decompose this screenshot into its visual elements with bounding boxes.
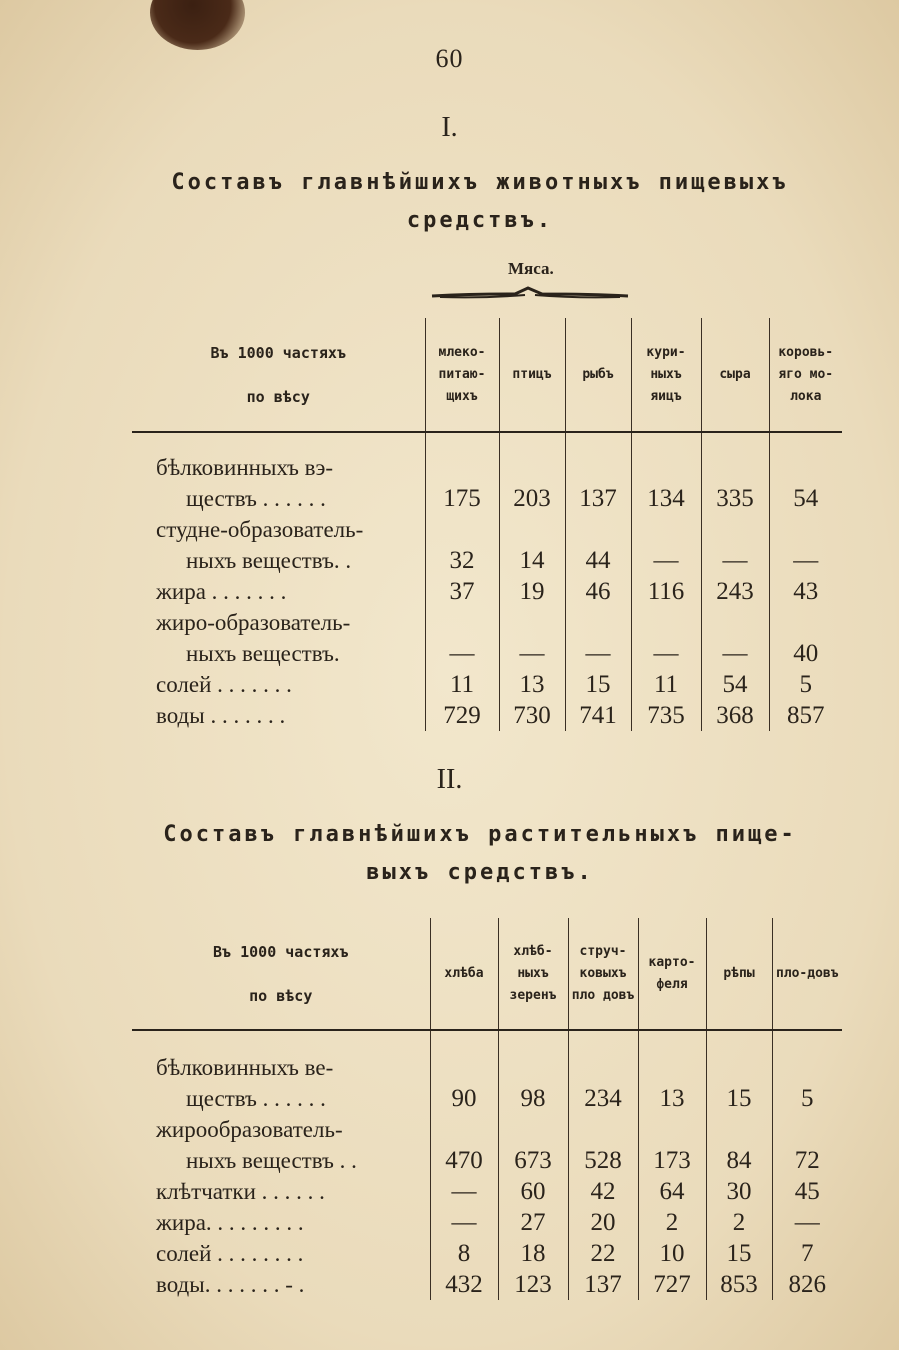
table-cell: 2 — [638, 1207, 706, 1238]
table-cell: 27 — [498, 1207, 568, 1238]
row-label: воды. . . . . . . - . — [156, 1272, 305, 1297]
column-header: рыбъ — [565, 318, 631, 432]
section-2-title-line-1: Составъ главнѣйшихъ растительныхъ пищe- — [163, 822, 797, 847]
table-cell: 243 — [701, 576, 769, 607]
table-cell: 11 — [425, 669, 499, 700]
table-row — [132, 1269, 842, 1300]
column-header: рѣпы — [706, 918, 772, 1030]
table-cell: 5 — [772, 1083, 842, 1114]
section-1-title-line-1: Составъ главнѣйшихъ животныхъ пищевыхъ — [171, 170, 789, 195]
section-2-title-line-2: выхъ средствъ. — [366, 860, 594, 885]
row-header-line-2: по вѣсу — [246, 387, 310, 406]
table-cell: 853 — [706, 1269, 772, 1300]
table-cell: 173 — [638, 1145, 706, 1176]
table-cell: — — [701, 545, 769, 576]
column-header: струч-ковыхъ пло довъ — [568, 918, 638, 1030]
table-row — [132, 669, 842, 700]
table-row — [132, 452, 842, 483]
ink-stain — [150, 0, 245, 50]
table-row — [132, 545, 842, 576]
table-cell: 673 — [498, 1145, 568, 1176]
animal-foods-table — [132, 318, 842, 731]
column-header: хлѣб-ныхъ зеренъ — [498, 918, 568, 1030]
table-cell: — — [430, 1207, 498, 1238]
table-cell: 8 — [430, 1238, 498, 1269]
table-cell: 335 — [701, 483, 769, 514]
table-cell: 30 — [706, 1176, 772, 1207]
table-cell: 98 — [498, 1083, 568, 1114]
table-row — [132, 607, 842, 638]
table-cell: — — [499, 638, 565, 669]
row-label: бѣлковинныхъ ве- — [156, 1055, 334, 1080]
row-header-line-2: по вѣсу — [249, 986, 313, 1005]
row-label: солей . . . . . . . . — [156, 1241, 304, 1266]
row-header — [132, 918, 430, 1030]
row-label: ныхъ веществъ. . — [186, 548, 352, 573]
table-cell: 11 — [631, 669, 701, 700]
table-cell: 19 — [499, 576, 565, 607]
table-cell: — — [769, 545, 842, 576]
table-cell: 368 — [701, 700, 769, 731]
meat-group-header: Мяса. — [508, 259, 554, 278]
page-number: 60 — [435, 44, 464, 73]
table-cell: 60 — [498, 1176, 568, 1207]
column-header: птицъ — [499, 318, 565, 432]
table-cell: 42 — [568, 1176, 638, 1207]
table-cell: 13 — [638, 1083, 706, 1114]
table-row — [132, 1238, 842, 1269]
table-cell: 15 — [706, 1238, 772, 1269]
table-cell: 7 — [772, 1238, 842, 1269]
row-label: ществъ . . . . . . — [186, 1086, 326, 1111]
table-cell: 234 — [568, 1083, 638, 1114]
table-cell: — — [565, 638, 631, 669]
table-header-row — [132, 318, 842, 432]
table-cell: 730 — [499, 700, 565, 731]
table-cell: — — [631, 638, 701, 669]
table-cell: 14 — [499, 545, 565, 576]
column-header: коровь-яго мо-лока — [769, 318, 842, 432]
table-cell: 826 — [772, 1269, 842, 1300]
table-row — [132, 1114, 842, 1145]
table-row — [132, 1145, 842, 1176]
meat-group-brace — [430, 284, 630, 304]
table-cell: 54 — [769, 483, 842, 514]
section-2-numeral: II. — [436, 764, 463, 795]
table-row — [132, 1176, 842, 1207]
table-cell: 54 — [701, 669, 769, 700]
table-row — [132, 1052, 842, 1083]
row-header — [132, 318, 425, 432]
column-header: хлѣба — [430, 918, 498, 1030]
table-cell: — — [772, 1207, 842, 1238]
column-header: кури-ныхъ яицъ — [631, 318, 701, 432]
table-row — [132, 576, 842, 607]
row-label: солей . . . . . . . — [156, 672, 292, 697]
table-cell: 37 — [425, 576, 499, 607]
row-label: ныхъ веществъ . . — [186, 1148, 357, 1173]
table-row — [132, 638, 842, 669]
table-cell: 15 — [706, 1083, 772, 1114]
row-label: воды . . . . . . . — [156, 703, 286, 728]
table-cell: 735 — [631, 700, 701, 731]
table-row — [132, 1083, 842, 1114]
table-cell: 45 — [772, 1176, 842, 1207]
table-cell: 5 — [769, 669, 842, 700]
table-cell: — — [701, 638, 769, 669]
table-cell: 134 — [631, 483, 701, 514]
table-cell: — — [430, 1176, 498, 1207]
table-cell: 44 — [565, 545, 631, 576]
table-row — [132, 700, 842, 731]
table-cell: 72 — [772, 1145, 842, 1176]
table-cell: 203 — [499, 483, 565, 514]
table-cell: 64 — [638, 1176, 706, 1207]
table-cell: 43 — [769, 576, 842, 607]
table-cell: 18 — [498, 1238, 568, 1269]
column-header: млеко-питаю-щихъ — [425, 318, 499, 432]
row-header-line-1: Въ 1000 частяхъ — [210, 343, 346, 362]
table-cell: 13 — [499, 669, 565, 700]
table-cell: — — [631, 545, 701, 576]
row-label: бѣлковинныхъ вэ- — [156, 455, 334, 480]
row-label: ныхъ веществъ. — [186, 641, 340, 666]
table-cell: 137 — [565, 483, 631, 514]
column-header: карто-феля — [638, 918, 706, 1030]
row-label: ществъ . . . . . . — [186, 486, 326, 511]
table-cell: 116 — [631, 576, 701, 607]
table-cell: 727 — [638, 1269, 706, 1300]
table-row — [132, 483, 842, 514]
table-cell: 137 — [568, 1269, 638, 1300]
table-cell: 470 — [430, 1145, 498, 1176]
table-cell: 729 — [425, 700, 499, 731]
column-header: пло-довъ — [772, 918, 842, 1030]
table-cell: 90 — [430, 1083, 498, 1114]
table-cell: — — [425, 638, 499, 669]
section-1-numeral: I. — [441, 112, 458, 143]
table-row — [132, 1207, 842, 1238]
table-cell: 20 — [568, 1207, 638, 1238]
table-cell: 2 — [706, 1207, 772, 1238]
table-cell: 22 — [568, 1238, 638, 1269]
row-label: жиро-образователь- — [156, 610, 351, 635]
table-cell: 15 — [565, 669, 631, 700]
table-header-row — [132, 918, 842, 1030]
table-cell: 84 — [706, 1145, 772, 1176]
row-label: жира . . . . . . . — [156, 579, 287, 604]
table-cell: 175 — [425, 483, 499, 514]
table-cell: 40 — [769, 638, 842, 669]
table-cell: 32 — [425, 545, 499, 576]
column-header: сыра — [701, 318, 769, 432]
table-cell: 46 — [565, 576, 631, 607]
section-1-title-line-2: средствъ. — [406, 208, 554, 233]
table-cell: 857 — [769, 700, 842, 731]
table-cell: 528 — [568, 1145, 638, 1176]
row-header-line-1: Въ 1000 частяхъ — [213, 942, 349, 961]
table-cell: 741 — [565, 700, 631, 731]
plant-foods-table — [132, 918, 842, 1300]
row-label: студне-образователь- — [156, 517, 364, 542]
table-row — [132, 514, 842, 545]
row-label: жира. . . . . . . . . — [156, 1210, 304, 1235]
row-label: жирообразователь- — [156, 1117, 343, 1142]
table-cell: 123 — [498, 1269, 568, 1300]
section-1-title — [120, 164, 840, 240]
table-cell: 432 — [430, 1269, 498, 1300]
table-cell: 10 — [638, 1238, 706, 1269]
row-label: клѣтчатки . . . . . . — [156, 1179, 325, 1204]
section-2-title — [120, 816, 840, 892]
